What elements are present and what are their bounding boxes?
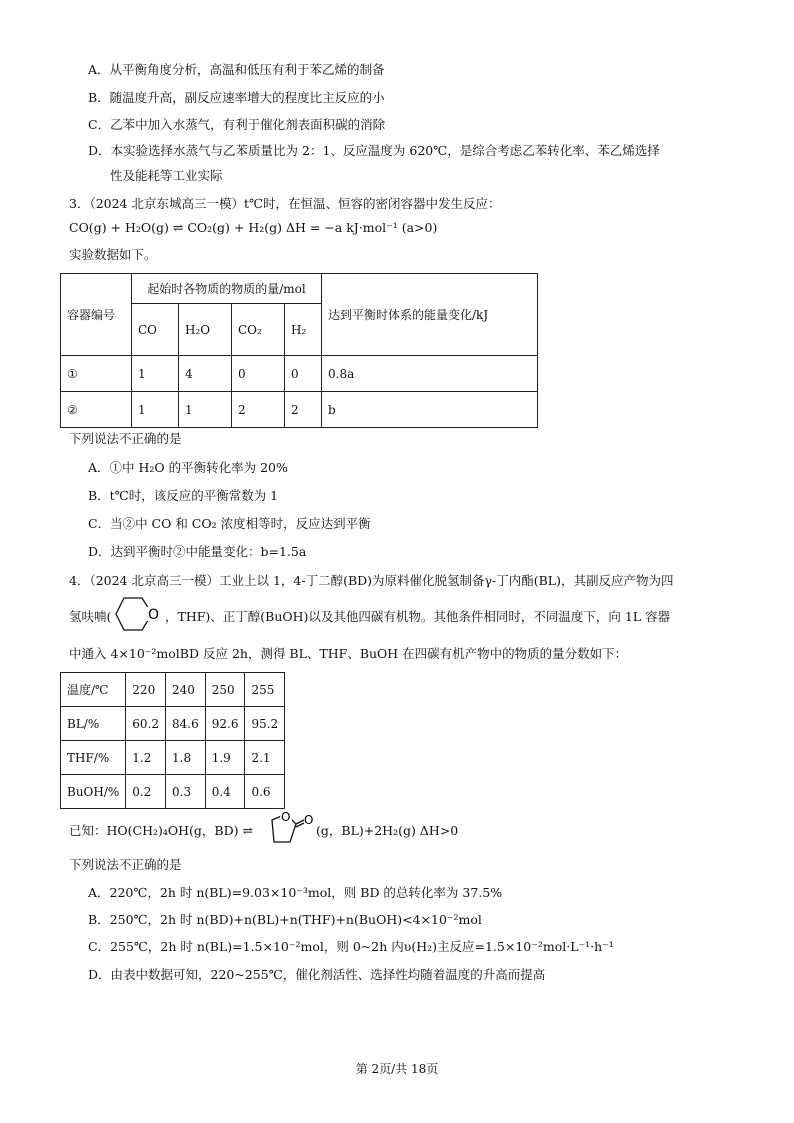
q4-option-d: D．由表中数据可知，220~255℃，催化剂活性、选择性均随着温度的升高而提高	[88, 967, 546, 982]
q4-cell-2-0: THF/%	[61, 741, 126, 775]
q4-stem-line2b: ，THF)、正丁醇(BuOH)以及其他四碳有机物。其他条件相同时，不同温度下，向 1L 容器	[165, 609, 671, 624]
q4-cell-0-0: 温度/℃	[61, 673, 126, 707]
q3-row1-co: 1	[132, 356, 179, 392]
q4-cell-3-3: 0.4	[205, 775, 245, 809]
q3-row1-h2o: 4	[179, 356, 232, 392]
table-row	[61, 707, 285, 741]
q4-option-a: A．220℃，2h 时 n(BL)=9.03×10⁻³mol，则 BD 的总转化率为 37.5%	[88, 885, 503, 900]
q4-cell-2-3: 1.9	[205, 741, 245, 775]
q3-stem: 3．（2024 北京东城高三一模）t℃时，在恒温、恒容的密闭容器中发生反应：	[69, 196, 501, 211]
q4-stem-line3: 中通入 4×10⁻²molBD 反应 2h，测得 BL、THF、BuOH 在四碳有机产物中的物质的量分数如下：	[69, 646, 628, 661]
q4-cell-3-2: 0.3	[166, 775, 206, 809]
q4-option-c: C．255℃，2h 时 n(BL)=1.5×10⁻²mol，则 0~2h 内υ(H₂)主反应=1.5×10⁻²mol·L⁻¹·h⁻¹	[88, 939, 614, 954]
q3-header-h2: H₂	[285, 304, 322, 356]
q4-cell-0-3: 250	[205, 673, 245, 707]
q4-cell-1-2: 84.6	[166, 707, 206, 741]
thf-ring-atom: O	[148, 607, 160, 623]
q4-question: 下列说法不正确的是	[69, 857, 182, 872]
q3-option-d: D．达到平衡时②中能量变化：b=1.5a	[88, 544, 307, 559]
q3-option-a: A．①中 H₂O 的平衡转化率为 20%	[88, 460, 288, 475]
q2-option-b: B．随温度升高，副反应速率增大的程度比主反应的小	[88, 90, 385, 105]
q4-cell-3-4: 0.6	[245, 775, 285, 809]
q3-data-table	[60, 273, 538, 428]
bl-lactone-structure-icon	[262, 808, 318, 852]
q4-known-b: (g，BL)+2H₂(g) ΔH>0	[316, 823, 459, 838]
q2-option-d-cont: 性及能耗等工业实际	[110, 168, 223, 183]
q3-row1-h2: 0	[285, 356, 322, 392]
q4-cell-2-2: 1.8	[166, 741, 206, 775]
q3-header-h2o: H₂O	[179, 304, 232, 356]
thf-ring-structure-icon	[112, 592, 160, 636]
q4-cell-1-3: 92.6	[205, 707, 245, 741]
table-row	[61, 775, 285, 809]
q4-cell-0-2: 240	[166, 673, 206, 707]
q3-row2-co2: 2	[232, 392, 285, 428]
bl-carbonyl-atom: O	[304, 813, 314, 827]
q2-option-a: A．从平衡角度分析，高温和低压有利于苯乙烯的制备	[88, 62, 385, 77]
q4-cell-1-0: BL/%	[61, 707, 126, 741]
q4-cell-0-1: 220	[126, 673, 166, 707]
q4-option-b: B．250℃，2h 时 n(BD)+n(BL)+n(THF)+n(BuOH)<4×10⁻²mol	[88, 912, 482, 927]
q3-header-energy: 达到平衡时体系的能量变化/kJ	[322, 274, 538, 356]
q3-row2-h2: 2	[285, 392, 322, 428]
q3-question: 下列说法不正确的是	[69, 431, 182, 446]
q3-equation: CO(g) + H₂O(g) ⇌ CO₂(g) + H₂(g) ΔH = −a kJ·mol⁻¹ (a>0)	[69, 220, 438, 235]
q3-row2-energy: b	[322, 392, 538, 428]
table-row	[61, 673, 285, 707]
q3-header-co2: CO₂	[232, 304, 285, 356]
table-row	[61, 392, 538, 428]
q3-row2-id: ②	[61, 392, 132, 428]
bl-ring-atom: O	[281, 810, 291, 824]
q3-header-co: CO	[132, 304, 179, 356]
q4-cell-2-4: 2.1	[245, 741, 285, 775]
q3-option-b: B．t℃时，该反应的平衡常数为 1	[88, 488, 279, 503]
q3-row1-id: ①	[61, 356, 132, 392]
q3-header-initial: 起始时各物质的物质的量/mol	[132, 274, 322, 304]
q4-cell-3-1: 0.2	[126, 775, 166, 809]
table-row	[61, 741, 285, 775]
q2-option-c: C．乙苯中加入水蒸气，有利于催化剂表面积碳的消除	[88, 117, 386, 132]
q3-row2-h2o: 1	[179, 392, 232, 428]
q4-cell-3-0: BuOH/%	[61, 775, 126, 809]
q3-header-container: 容器编号	[61, 274, 132, 356]
q4-cell-0-4: 255	[245, 673, 285, 707]
q4-known-a: 已知：HO(CH₂)₄OH(g，BD) ⇌	[69, 823, 253, 838]
q4-stem-line1: 4．（2024 北京高三一模）工业上以 1，4-丁二醇(BD)为原料催化脱氢制备γ-丁内酯(BL)，其副反应产物为四	[69, 573, 674, 588]
q4-stem-line2a: 氢呋喃(	[69, 609, 112, 624]
table-row	[61, 356, 538, 392]
q3-option-c: C．当②中 CO 和 CO₂ 浓度相等时，反应达到平衡	[88, 516, 371, 531]
q4-cell-1-4: 95.2	[245, 707, 285, 741]
q3-row2-co: 1	[132, 392, 179, 428]
q3-data-intro: 实验数据如下。	[69, 247, 157, 262]
q2-option-d: D．本实验选择水蒸气与乙苯质量比为 2：1、反应温度为 620℃，是综合考虑乙苯转化率、苯乙烯选择	[88, 143, 660, 158]
q4-cell-1-1: 60.2	[126, 707, 166, 741]
q3-row1-co2: 0	[232, 356, 285, 392]
q4-cell-2-1: 1.2	[126, 741, 166, 775]
page-footer: 第 2页/共 18页	[355, 1062, 439, 1076]
q4-data-table	[60, 672, 285, 809]
q3-row1-energy: 0.8a	[322, 356, 538, 392]
